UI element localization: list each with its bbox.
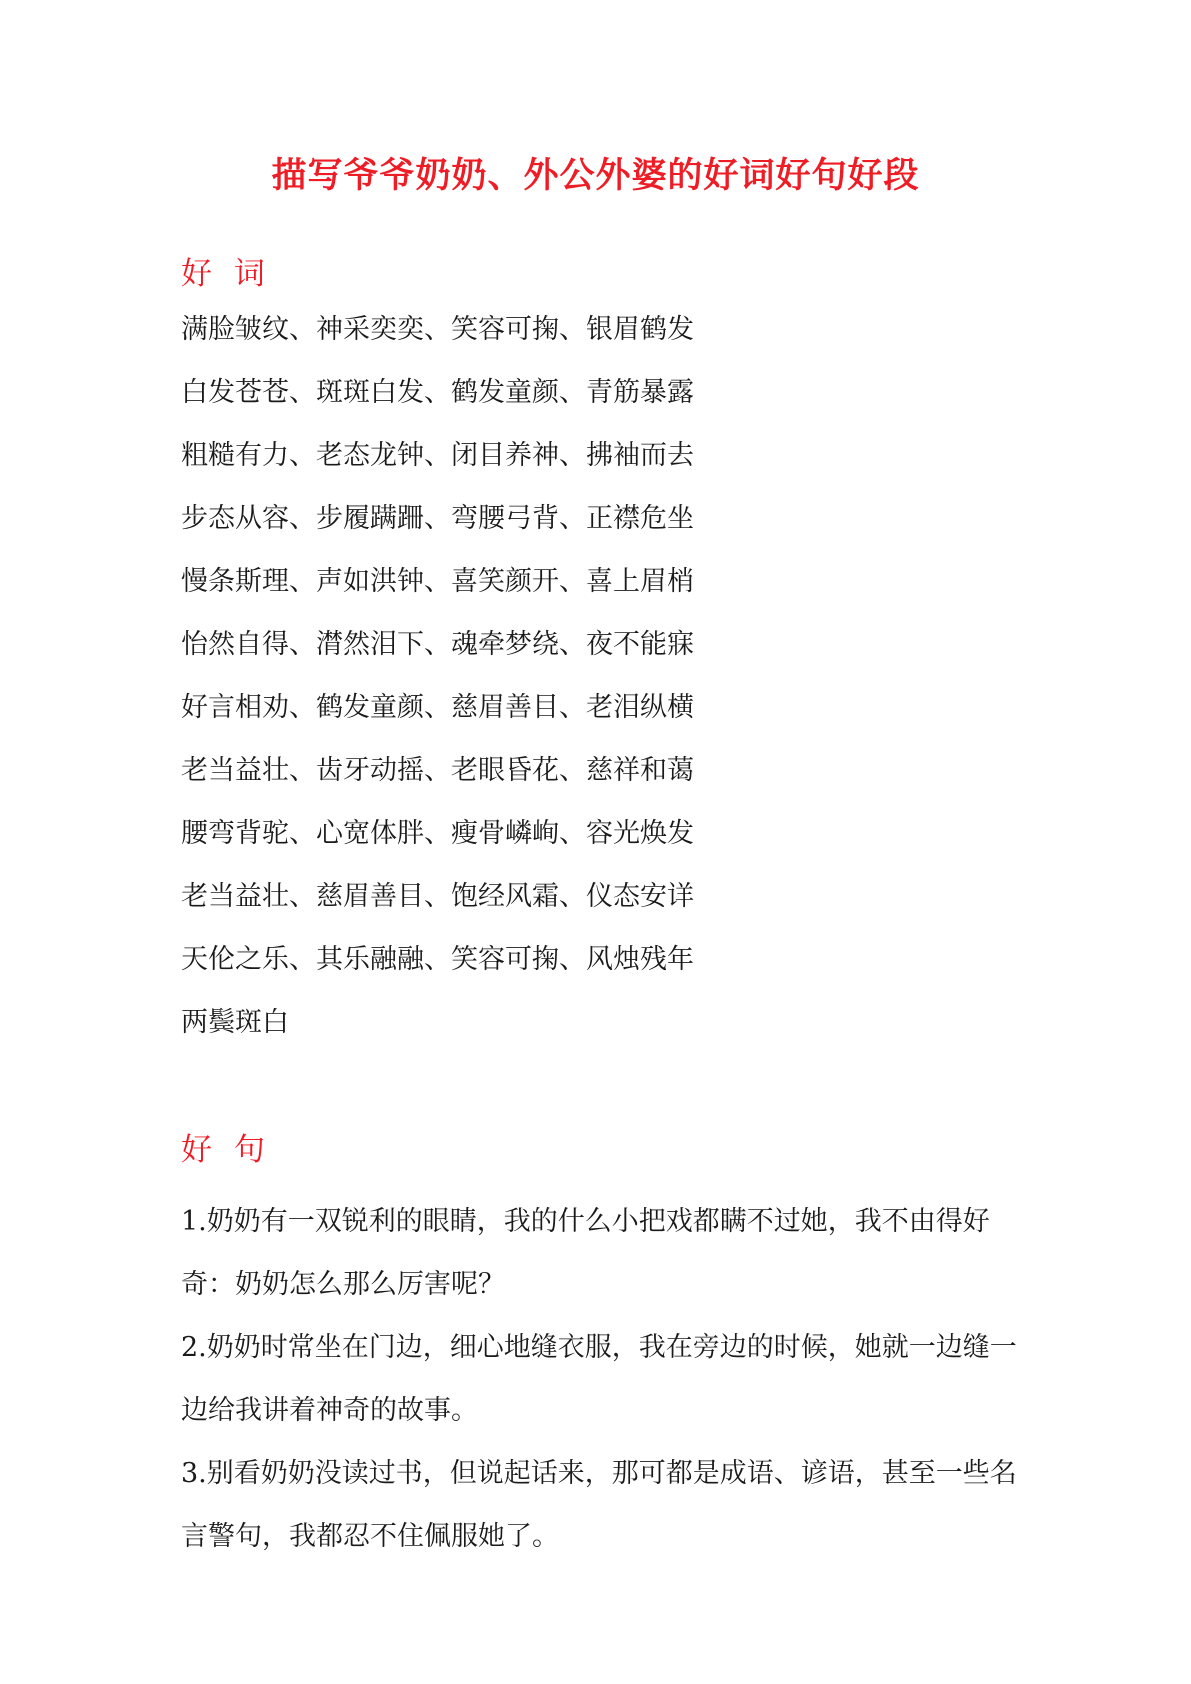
section-heading-good-sentences: 好 句 <box>181 1132 271 1168</box>
word-line: 好言相劝、鹤发童颜、慈眉善目、老泪纵横 <box>181 692 694 723</box>
section-heading-good-words: 好 词 <box>181 256 271 292</box>
good-words-list <box>181 310 694 1066</box>
good-sentences-list <box>181 1190 1021 1568</box>
word-line: 怡然自得、潸然泪下、魂牵梦绕、夜不能寐 <box>181 629 694 660</box>
sentence-item: 3.别看奶奶没读过书，但说起话来，那可都是成语、谚语，甚至一些名言警句，我都忍不住佩服她了。 <box>181 1458 1017 1552</box>
word-line: 粗糙有力、老态龙钟、闭目养神、拂袖而去 <box>181 440 694 471</box>
word-line: 步态从容、步履蹒跚、弯腰弓背、正襟危坐 <box>181 503 694 534</box>
word-line: 天伦之乐、其乐融融、笑容可掬、风烛残年 <box>181 944 694 975</box>
word-line: 白发苍苍、斑斑白发、鹤发童颜、青筋暴露 <box>181 377 694 408</box>
word-line: 慢条斯理、声如洪钟、喜笑颜开、喜上眉梢 <box>181 566 694 597</box>
word-line: 老当益壮、慈眉善目、饱经风霜、仪态安详 <box>181 881 694 912</box>
sentence-item: 1.奶奶有一双锐利的眼睛，我的什么小把戏都瞒不过她，我不由得好奇：奶奶怎么那么厉害呢？ <box>181 1206 990 1300</box>
document-title: 描写爷爷奶奶、外公外婆的好词好句好段 <box>271 155 920 196</box>
sentence-item: 2.奶奶时常坐在门边，细心地缝衣服，我在旁边的时候，她就一边缝一边给我讲着神奇的故事。 <box>181 1332 1017 1426</box>
word-line: 老当益壮、齿牙动摇、老眼昏花、慈祥和蔼 <box>181 755 694 786</box>
word-line: 腰弯背驼、心宽体胖、瘦骨嶙峋、容光焕发 <box>181 818 694 849</box>
word-line: 两鬓斑白 <box>181 1007 289 1038</box>
word-line: 满脸皱纹、神采奕奕、笑容可掬、银眉鹤发 <box>181 314 694 345</box>
